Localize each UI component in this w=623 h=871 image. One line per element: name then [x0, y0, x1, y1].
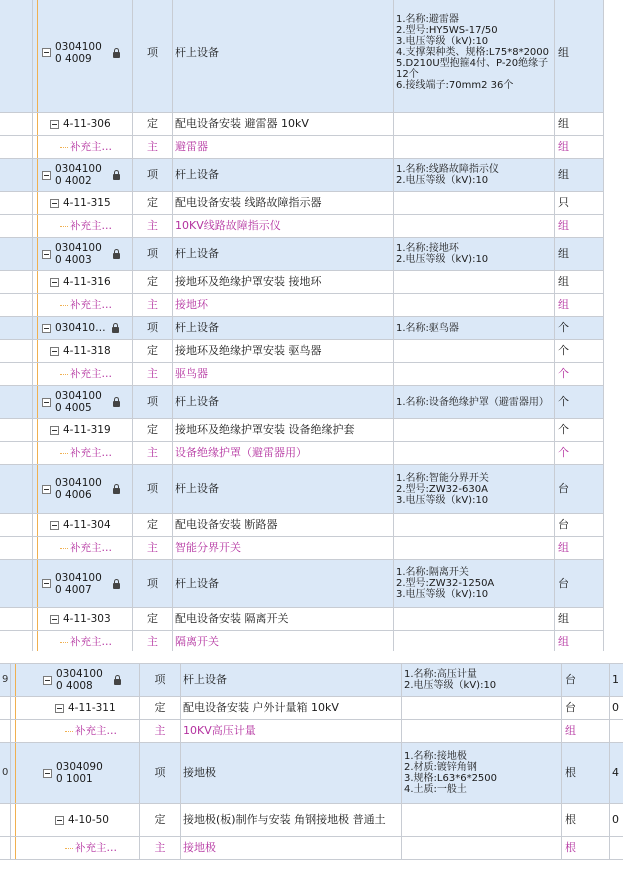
row-index-cell: [0, 238, 33, 271]
name-cell[interactable]: 杆上设备: [173, 560, 394, 608]
unit-cell[interactable]: 个: [555, 386, 604, 419]
unit-cell[interactable]: 组: [555, 537, 604, 560]
collapse-icon[interactable]: [42, 485, 51, 494]
collapse-icon[interactable]: [50, 199, 59, 208]
type-cell: 主: [140, 720, 181, 743]
type-cell: 主: [140, 837, 181, 860]
name-cell[interactable]: 接地环及绝缘护罩安装 驱鸟器: [173, 340, 394, 363]
item-code: 补充主…: [70, 141, 112, 153]
bill-item-row[interactable]: [0, 238, 604, 271]
feature-text: 1.名称:线路故障指示仪 2.电压等级（kV):10: [396, 164, 499, 186]
type-cell: 定: [133, 113, 173, 136]
quantity-cell[interactable]: 4: [610, 743, 623, 804]
tree-connector: [65, 731, 73, 732]
feature-cell[interactable]: [394, 514, 555, 537]
item-code: 补充主…: [75, 725, 117, 737]
code-cell[interactable]: [33, 608, 133, 631]
unit-cell[interactable]: 根: [562, 743, 610, 804]
collapse-icon[interactable]: [42, 324, 51, 333]
unit-cell[interactable]: 组: [555, 238, 604, 271]
code-cell[interactable]: [33, 215, 133, 238]
collapse-icon[interactable]: [42, 579, 51, 588]
row-index-cell: [0, 317, 33, 340]
quota-row[interactable]: [0, 340, 604, 363]
code-cell[interactable]: [33, 419, 133, 442]
unit-cell[interactable]: 个: [555, 317, 604, 340]
name-cell[interactable]: 配电设备安装 避雷器 10kV: [173, 113, 394, 136]
code-cell[interactable]: [11, 720, 140, 743]
type-cell: 定: [133, 514, 173, 537]
feature-cell[interactable]: [394, 419, 555, 442]
lock-icon: [113, 583, 120, 589]
name-cell[interactable]: 杆上设备: [173, 465, 394, 514]
lock-icon: [113, 488, 120, 494]
feature-cell[interactable]: [394, 271, 555, 294]
row-index-cell: [0, 386, 33, 419]
item-code: 03040900 1001: [56, 761, 103, 785]
tree-line: [15, 664, 16, 696]
tree-line: [15, 697, 16, 719]
code-cell[interactable]: [11, 837, 140, 860]
tree-line: [15, 837, 16, 859]
name-cell[interactable]: 驱鸟器: [173, 363, 394, 386]
code-cell[interactable]: [11, 743, 140, 804]
quota-row[interactable]: [0, 192, 604, 215]
item-code: 4-11-306: [63, 118, 111, 130]
unit-cell[interactable]: 台: [562, 664, 610, 697]
type-cell: 主: [133, 631, 173, 654]
name-cell[interactable]: 接地环及绝缘护罩安装 接地环: [173, 271, 394, 294]
item-code: 补充主…: [75, 842, 117, 854]
feature-cell[interactable]: [394, 238, 555, 271]
type-cell: 定: [133, 419, 173, 442]
tree-line: [37, 238, 38, 270]
quota-row[interactable]: [0, 113, 604, 136]
unit-cell[interactable]: 个: [555, 419, 604, 442]
tree-line: [37, 113, 38, 135]
row-index-cell: [0, 340, 33, 363]
code-cell[interactable]: [33, 238, 133, 271]
code-cell[interactable]: [33, 465, 133, 514]
item-code: 补充主…: [70, 368, 112, 380]
quota-row[interactable]: [0, 804, 623, 837]
tree-line: [37, 608, 38, 630]
unit-cell[interactable]: 组: [555, 271, 604, 294]
quantity-cell[interactable]: [610, 720, 623, 743]
feature-cell[interactable]: [394, 113, 555, 136]
row-index-cell: [0, 804, 11, 837]
row-index-cell: [0, 294, 33, 317]
unit-cell[interactable]: 组: [555, 136, 604, 159]
name-cell[interactable]: 配电设备安装 断路器: [173, 514, 394, 537]
feature-text: 1.名称:驱鸟器: [396, 322, 459, 334]
collapse-icon[interactable]: [50, 615, 59, 624]
unit-cell[interactable]: 台: [555, 514, 604, 537]
feature-cell[interactable]: [402, 837, 562, 860]
bill-item-row[interactable]: [0, 386, 604, 419]
feature-cell[interactable]: [394, 159, 555, 192]
feature-text: 1.名称:智能分界开关 2.型号:ZW32-630A 3.电压等级（kV):10: [396, 472, 489, 506]
type-cell: 主: [133, 442, 173, 465]
feature-cell[interactable]: [402, 743, 562, 804]
collapse-icon[interactable]: [50, 120, 59, 129]
type-cell: 项: [133, 238, 173, 271]
row-index-cell: 0: [0, 743, 11, 804]
tree-line: [37, 419, 38, 441]
item-code: 030410…: [55, 322, 106, 334]
type-cell: 定: [140, 804, 181, 837]
type-cell: 项: [133, 159, 173, 192]
name-cell[interactable]: 杆上设备: [181, 664, 402, 697]
code-cell[interactable]: [33, 386, 133, 419]
collapse-icon[interactable]: [42, 250, 51, 259]
feature-cell[interactable]: [394, 340, 555, 363]
feature-cell[interactable]: [394, 386, 555, 419]
unit-cell[interactable]: 组: [555, 631, 604, 654]
item-code: 补充主…: [70, 636, 112, 648]
quantity-cell[interactable]: 1: [610, 664, 623, 697]
unit-cell[interactable]: 组: [555, 159, 604, 192]
name-cell[interactable]: 配电设备安装 线路故障指示器: [173, 192, 394, 215]
tree-line: [37, 386, 38, 418]
main-material-row[interactable]: [0, 294, 604, 317]
tree-line: [37, 0, 38, 112]
feature-cell[interactable]: [402, 720, 562, 743]
item-code: 4-11-318: [63, 345, 111, 357]
collapse-icon[interactable]: [42, 48, 51, 57]
feature-text: 1.名称:设备绝缘护罩（避雷器用）: [396, 396, 549, 408]
code-cell[interactable]: [33, 294, 133, 317]
item-code: 补充主…: [70, 299, 112, 311]
code-cell[interactable]: [33, 271, 133, 294]
row-index-cell: [0, 697, 11, 720]
row-index-cell: [0, 537, 33, 560]
main-material-row[interactable]: [0, 215, 604, 238]
collapse-icon[interactable]: [42, 398, 51, 407]
item-code: 4-11-316: [63, 276, 111, 288]
feature-cell[interactable]: [394, 608, 555, 631]
item-code: 03041000 4002: [55, 163, 102, 187]
collapse-icon[interactable]: [55, 704, 64, 713]
item-code: 4-11-311: [68, 702, 116, 714]
code-cell[interactable]: [33, 0, 133, 113]
unit-cell[interactable]: 个: [555, 363, 604, 386]
unit-cell[interactable]: 组: [562, 720, 610, 743]
collapse-icon[interactable]: [50, 521, 59, 530]
item-code: 03041000 4007: [55, 571, 102, 596]
type-cell: 项: [133, 0, 173, 113]
item-code: 4-10-50: [68, 814, 109, 826]
name-cell[interactable]: 接地环及绝缘护罩安装 设备绝缘护套: [173, 419, 394, 442]
type-cell: 主: [133, 537, 173, 560]
bill-item-row[interactable]: [0, 743, 623, 804]
bill-item-row[interactable]: [0, 159, 604, 192]
collapse-icon[interactable]: [43, 676, 52, 685]
tree-line: [37, 465, 38, 513]
bill-item-row[interactable]: [0, 664, 623, 697]
tree-line: [37, 159, 38, 191]
lock-icon: [113, 253, 120, 259]
feature-cell[interactable]: [394, 294, 555, 317]
tree-line: [37, 631, 38, 653]
tree-connector: [60, 548, 68, 549]
name-cell[interactable]: 避雷器: [173, 136, 394, 159]
name-cell[interactable]: 设备绝缘护罩（避雷器用）: [173, 442, 394, 465]
code-cell[interactable]: [11, 804, 140, 837]
tree-line: [37, 442, 38, 464]
main-material-row[interactable]: [0, 442, 604, 465]
tree-line: [37, 363, 38, 385]
quantity-cell[interactable]: 0: [610, 697, 623, 720]
code-cell[interactable]: [11, 664, 140, 697]
row-index-cell: [0, 113, 33, 136]
code-cell[interactable]: [11, 697, 140, 720]
feature-cell[interactable]: [394, 560, 555, 608]
type-cell: 定: [133, 271, 173, 294]
row-index-cell: [0, 136, 33, 159]
tree-connector: [60, 305, 68, 306]
type-cell: 定: [133, 340, 173, 363]
row-index-cell: 9: [0, 664, 11, 697]
unit-cell[interactable]: 个: [555, 442, 604, 465]
collapse-icon[interactable]: [50, 278, 59, 287]
name-cell[interactable]: 隔离开关: [173, 631, 394, 654]
type-cell: 定: [133, 192, 173, 215]
row-index-cell: [0, 363, 33, 386]
item-code: 03041000 4003: [55, 242, 102, 266]
name-cell[interactable]: 杆上设备: [173, 0, 394, 113]
row-index-cell: [0, 159, 33, 192]
row-index-cell: [0, 720, 11, 743]
feature-text: 1.名称:高压计量 2.电压等级（kV):10: [404, 669, 497, 691]
tree-connector: [65, 848, 73, 849]
collapse-icon[interactable]: [50, 426, 59, 435]
collapse-icon[interactable]: [55, 816, 64, 825]
unit-cell[interactable]: 台: [555, 560, 604, 608]
collapse-icon[interactable]: [50, 347, 59, 356]
type-cell: 定: [133, 608, 173, 631]
type-cell: 主: [133, 294, 173, 317]
item-code: 4-11-303: [63, 613, 111, 625]
unit-cell[interactable]: 组: [555, 608, 604, 631]
bill-item-row[interactable]: [0, 317, 604, 340]
type-cell: 项: [133, 317, 173, 340]
code-cell[interactable]: [33, 192, 133, 215]
lock-icon: [113, 401, 120, 407]
item-code: 补充主…: [70, 542, 112, 554]
feature-text: 1.名称:避雷器 2.型号:HY5WS-17/50 3.电压等级（kV):10 4.支撑架种类、规格:L75*8*2000 5.D210U型抱箍4付、P-20绝缘子12个 6.接线端子:70mm2 36个: [396, 14, 550, 91]
code-cell[interactable]: [33, 136, 133, 159]
type-cell: 项: [140, 664, 181, 697]
name-cell[interactable]: 配电设备安装 户外计量箱 10kV: [181, 697, 402, 720]
unit-cell[interactable]: 组: [555, 0, 604, 113]
bill-item-row[interactable]: [0, 465, 604, 514]
main-material-row[interactable]: [0, 136, 604, 159]
code-cell[interactable]: [33, 537, 133, 560]
item-code: 4-11-319: [63, 424, 111, 436]
type-cell: 主: [133, 215, 173, 238]
row-index-cell: [0, 271, 33, 294]
item-code: 4-11-304: [63, 519, 111, 531]
tree-connector: [60, 147, 68, 148]
code-cell[interactable]: [33, 340, 133, 363]
feature-cell[interactable]: [394, 537, 555, 560]
tree-line: [15, 720, 16, 742]
name-cell[interactable]: 接地环: [173, 294, 394, 317]
feature-text: 1.名称:接地极 2.材质:镀锌角钢 3.规格:L63*6*2500 4.土质:一般土: [404, 751, 498, 795]
code-cell[interactable]: [33, 560, 133, 608]
tree-line: [37, 192, 38, 214]
name-cell[interactable]: 杆上设备: [173, 386, 394, 419]
row-index-cell: [0, 419, 33, 442]
row-index-cell: [0, 837, 11, 860]
code-cell[interactable]: [33, 159, 133, 192]
item-code: 03041000 4005: [55, 390, 102, 414]
type-cell: 定: [140, 697, 181, 720]
tree-connector: [60, 226, 68, 227]
bill-item-row[interactable]: [0, 560, 604, 608]
item-code: 03041000 4008: [56, 668, 103, 692]
feature-cell[interactable]: [394, 465, 555, 514]
quota-row[interactable]: [0, 271, 604, 294]
unit-cell[interactable]: 台: [555, 465, 604, 514]
type-cell: 主: [133, 136, 173, 159]
tree-line: [15, 743, 16, 803]
lock-icon: [112, 327, 119, 333]
tree-line: [37, 317, 38, 339]
main-material-row[interactable]: [0, 837, 623, 860]
feature-cell[interactable]: [402, 664, 562, 697]
name-cell[interactable]: 接地极: [181, 743, 402, 804]
feature-cell[interactable]: [402, 804, 562, 837]
unit-cell[interactable]: 台: [562, 697, 610, 720]
quota-row[interactable]: [0, 697, 623, 720]
unit-cell[interactable]: 根: [562, 837, 610, 860]
bill-item-row[interactable]: [0, 0, 604, 113]
collapse-icon[interactable]: [42, 171, 51, 180]
quota-row[interactable]: [0, 514, 604, 537]
tree-connector: [60, 374, 68, 375]
row-index-cell: [0, 514, 33, 537]
unit-cell[interactable]: 组: [555, 113, 604, 136]
name-cell[interactable]: 接地极(板)制作与安装 角钢接地极 普通土: [181, 804, 402, 837]
table-gap: [0, 651, 623, 663]
main-material-row[interactable]: [0, 720, 623, 743]
type-cell: 项: [140, 743, 181, 804]
tree-connector: [60, 642, 68, 643]
unit-cell[interactable]: 根: [562, 804, 610, 837]
name-cell[interactable]: 接地极: [181, 837, 402, 860]
name-cell[interactable]: 杆上设备: [173, 317, 394, 340]
item-code: 补充主…: [70, 220, 112, 232]
type-cell: 项: [133, 560, 173, 608]
bill-table-lower: [0, 663, 623, 860]
feature-cell[interactable]: [402, 697, 562, 720]
code-cell[interactable]: [33, 442, 133, 465]
item-code: 03041000 4006: [55, 477, 102, 501]
item-code: 03041000 4009: [55, 40, 102, 65]
tree-line: [15, 804, 16, 836]
feature-text: 1.名称:接地环 2.电压等级（kV):10: [396, 243, 489, 265]
type-cell: 项: [133, 386, 173, 419]
code-cell[interactable]: [33, 514, 133, 537]
feature-cell[interactable]: [394, 136, 555, 159]
tree-line: [37, 340, 38, 362]
feature-cell[interactable]: [394, 0, 555, 113]
lock-icon: [113, 52, 120, 58]
tree-line: [37, 136, 38, 158]
feature-cell[interactable]: [394, 215, 555, 238]
feature-cell[interactable]: [394, 317, 555, 340]
row-index-cell: [0, 465, 33, 514]
name-cell[interactable]: 配电设备安装 隔离开关: [173, 608, 394, 631]
code-cell[interactable]: [33, 363, 133, 386]
main-material-row[interactable]: [0, 537, 604, 560]
tree-line: [37, 514, 38, 536]
tree-line: [37, 271, 38, 293]
main-material-row[interactable]: [0, 363, 604, 386]
name-cell[interactable]: 智能分界开关: [173, 537, 394, 560]
quota-row[interactable]: [0, 419, 604, 442]
code-cell[interactable]: [33, 113, 133, 136]
tree-connector: [60, 453, 68, 454]
unit-cell[interactable]: 组: [555, 215, 604, 238]
name-cell[interactable]: 杆上设备: [173, 238, 394, 271]
tree-line: [37, 537, 38, 559]
tree-line: [37, 215, 38, 237]
item-code: 补充主…: [70, 447, 112, 459]
quota-row[interactable]: [0, 608, 604, 631]
feature-cell[interactable]: [394, 442, 555, 465]
row-index-cell: [0, 442, 33, 465]
unit-cell[interactable]: 只: [555, 192, 604, 215]
unit-cell[interactable]: 组: [555, 294, 604, 317]
feature-cell[interactable]: [394, 363, 555, 386]
name-cell[interactable]: 10KV线路故障指示仪: [173, 215, 394, 238]
name-cell[interactable]: 10KV高压计量: [181, 720, 402, 743]
row-index-cell: [0, 0, 33, 113]
row-index-cell: [0, 560, 33, 608]
collapse-icon[interactable]: [43, 769, 52, 778]
type-cell: 项: [133, 465, 173, 514]
tree-line: [37, 560, 38, 607]
row-index-cell: [0, 192, 33, 215]
lock-icon: [113, 174, 120, 180]
feature-text: 1.名称:隔离开关 2.型号:ZW32-1250A 3.电压等级（kV):10: [396, 567, 495, 600]
lock-icon: [114, 679, 121, 685]
row-index-cell: [0, 215, 33, 238]
name-cell[interactable]: 杆上设备: [173, 159, 394, 192]
quantity-cell[interactable]: 0: [610, 804, 623, 837]
item-code: 4-11-315: [63, 197, 111, 209]
quantity-cell[interactable]: [610, 837, 623, 860]
feature-cell[interactable]: [394, 192, 555, 215]
code-cell[interactable]: [33, 317, 133, 340]
unit-cell[interactable]: 个: [555, 340, 604, 363]
tree-line: [37, 294, 38, 316]
row-index-cell: [0, 608, 33, 631]
type-cell: 主: [133, 363, 173, 386]
